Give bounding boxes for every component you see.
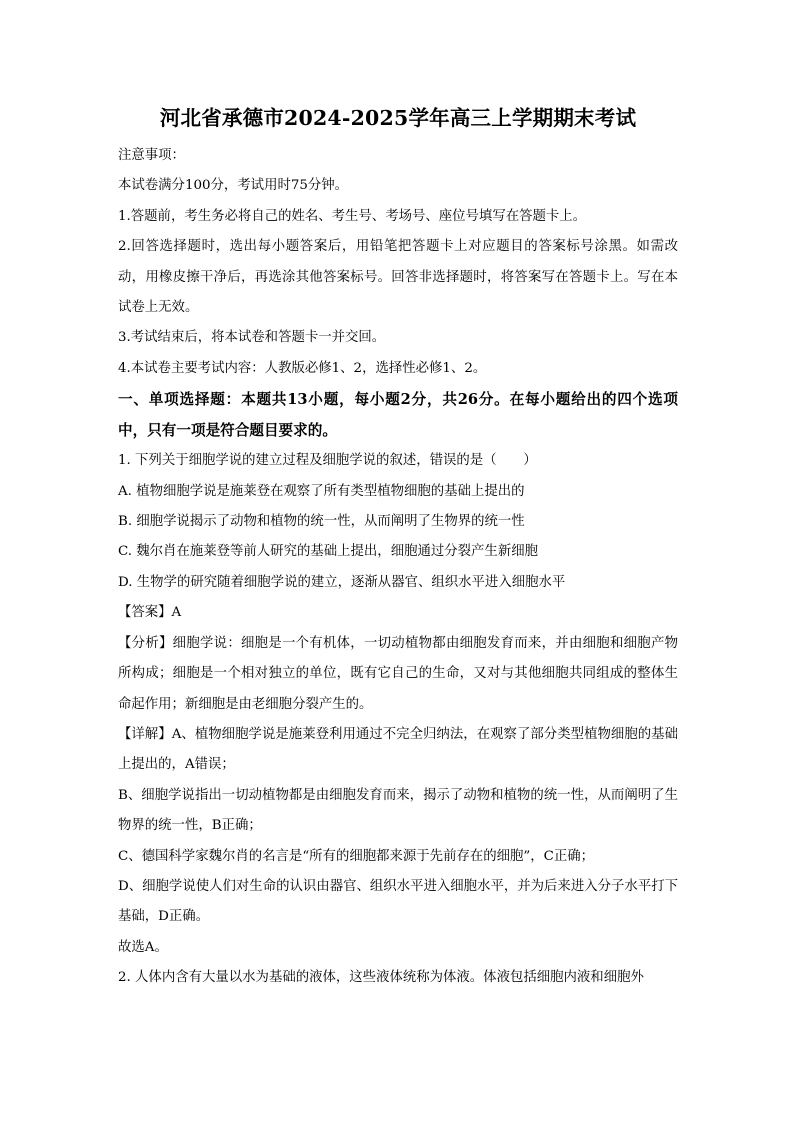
question-option: D. 生物学的研究随着细胞学说的建立，逐渐从器官、组织水平进入细胞水平 [118,574,566,590]
notice-item: 1.答题前，考生务必将自己的姓名、考生号、考场号、座位号填写在答题卡上。 [118,208,587,224]
section-heading: 一、单项选择题：本题共13小题，每小题2分，共26分。在每小题给出的四个选项中，只有一项是符合题目要求的。 [118,391,678,440]
notice-item: 2.回答选择题时，选出每小题答案后，用铅笔把答题卡上对应题目的答案标号涂黑。如需改动，用橡皮擦干净后，再选涂其他答案标号。回答非选择题时，将答案写在答题卡上。写在本试卷上无效。 [118,239,678,316]
question-option: B. 细胞学说揭示了动物和植物的统一性，从而阐明了生物界的统一性 [118,514,525,530]
question-stem: 2. 人体内含有大量以水为基础的液体，这些液体统称为体液。体液包括细胞内液和细胞外 [118,970,644,986]
notice-item: 4.本试卷主要考试内容：人教版必修1、2，选择性必修1、2。 [118,360,487,376]
detail-item: B、细胞学说指出一切动植物都是由细胞发育而来，揭示了动物和植物的统一性，从而阐明了生物界的统一性，B正确； [118,787,678,834]
exam-title: 河北省承德市2024-2025学年高三上学期期末考试 [159,106,637,130]
conclusion: 故选A。 [118,939,168,955]
notice-item: 3.考试结束后，将本试卷和答题卡一并交回。 [118,330,386,346]
notice-item: 本试卷满分100分，考试用时75分钟。 [118,178,349,194]
analysis: 【分析】细胞学说：细胞是一个有机体，一切动植物都由细胞发育而来，并由细胞和细胞产物所构成；细胞是一个相对独立的单位，既有它自己的生命，又对与其他细胞共同组成的整体生命起作用；新细胞是由老细胞分裂产生的。 [118,635,678,712]
detail-item: 【详解】A、植物细胞学说是施莱登利用通过不完全归纳法，在观察了部分类型植物细胞的基础上提出的，A错误； [118,726,678,773]
detail-item: D、细胞学说使人们对生命的认识由器官、组织水平进入细胞水平，并为后来进入分子水平打下基础，D正确。 [118,878,678,925]
answer: 【答案】A [118,605,182,621]
question-option: C. 魏尔肖在施莱登等前人研究的基础上提出，细胞通过分裂产生新细胞 [118,544,538,560]
question-stem: 1. 下列关于细胞学说的建立过程及细胞学说的叙述，错误的是（ ） [118,453,537,469]
question-option: A. 植物细胞学说是施莱登在观察了所有类型植物细胞的基础上提出的 [118,483,525,499]
exam-page [118,102,678,994]
notice-heading: 注意事项： [118,148,185,163]
detail-item: C、德国科学家魏尔肖的名言是“所有的细胞都来源于先前存在的细胞”，C正确； [118,848,595,864]
